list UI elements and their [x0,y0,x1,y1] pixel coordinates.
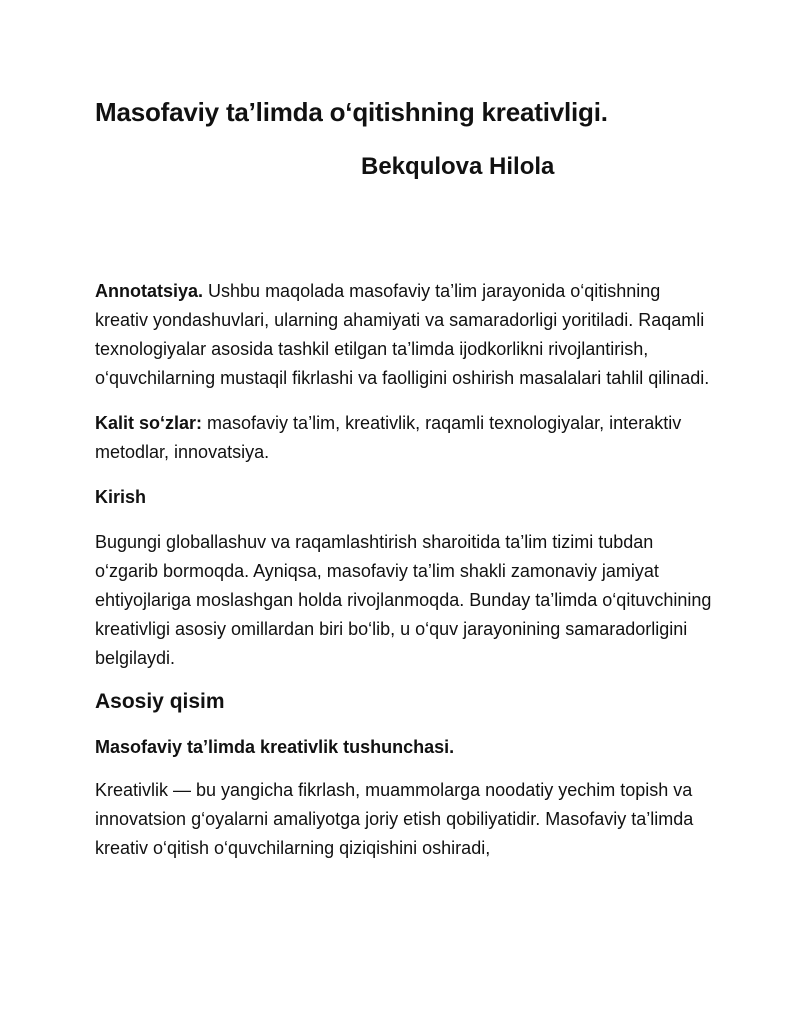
subsection-heading: Masofaviy ta’limda kreativlik tushunchasi. [95,737,455,757]
author-name: Bekqulova Hilola [361,153,555,180]
body-paragraph: Kreativlik — bu yangicha fikrlash, muammolarga noodatiy yechim topish va innovatsion g‘oyalarni amaliyotga joriy etish qobiliyatidir. Masofaviy ta’limda kreativ o‘qitish o‘quvchilarning qiziqishini oshiradi, [95,780,694,858]
section-heading: Asosiy qisim [95,690,225,713]
annotation-label: Annotatsiya. [95,281,204,301]
intro-paragraph: Bugungi globallashuv va raqamlashtirish sharoitida ta’lim tizimi tubdan o‘zgarib bormoqda. Ayniqsa, masofaviy ta’lim shakli zamonaviy jamiyat ehtiyojlariga moslashgan holda rivojlanmoqda. Bunday ta’limda o‘qituvchining kreativligi asosiy omillardan biri bo‘lib, u o‘quv jarayonining samaradorligini belgilaydi. [95,532,712,668]
keywords-paragraph [95,409,715,467]
document-title: Masofaviy ta’limda o‘qitishning kreativligi. [95,97,608,127]
keywords-label: Kalit so‘zlar: [95,413,203,433]
keywords-text: masofaviy ta’lim, kreativlik, raqamli texnologiyalar, interaktiv metodlar, innovatsiya. [95,413,682,462]
document-page [95,95,715,863]
annotation-text: Ushbu maqolada masofaviy ta’lim jarayonida o‘qitishning kreativ yondashuvlari, ularning ahamiyati va samaradorligi yoritiladi. Raqamli texnologiyalar asosida tashkil etilgan ta’limda ijodkorlikni rivojlantirish, o‘quvchilarning mustaqil fikrlashi va faolligini oshirish masalalari tahlil qilinadi. [95,281,710,388]
annotation-paragraph [95,277,715,393]
intro-heading: Kirish [95,487,147,507]
